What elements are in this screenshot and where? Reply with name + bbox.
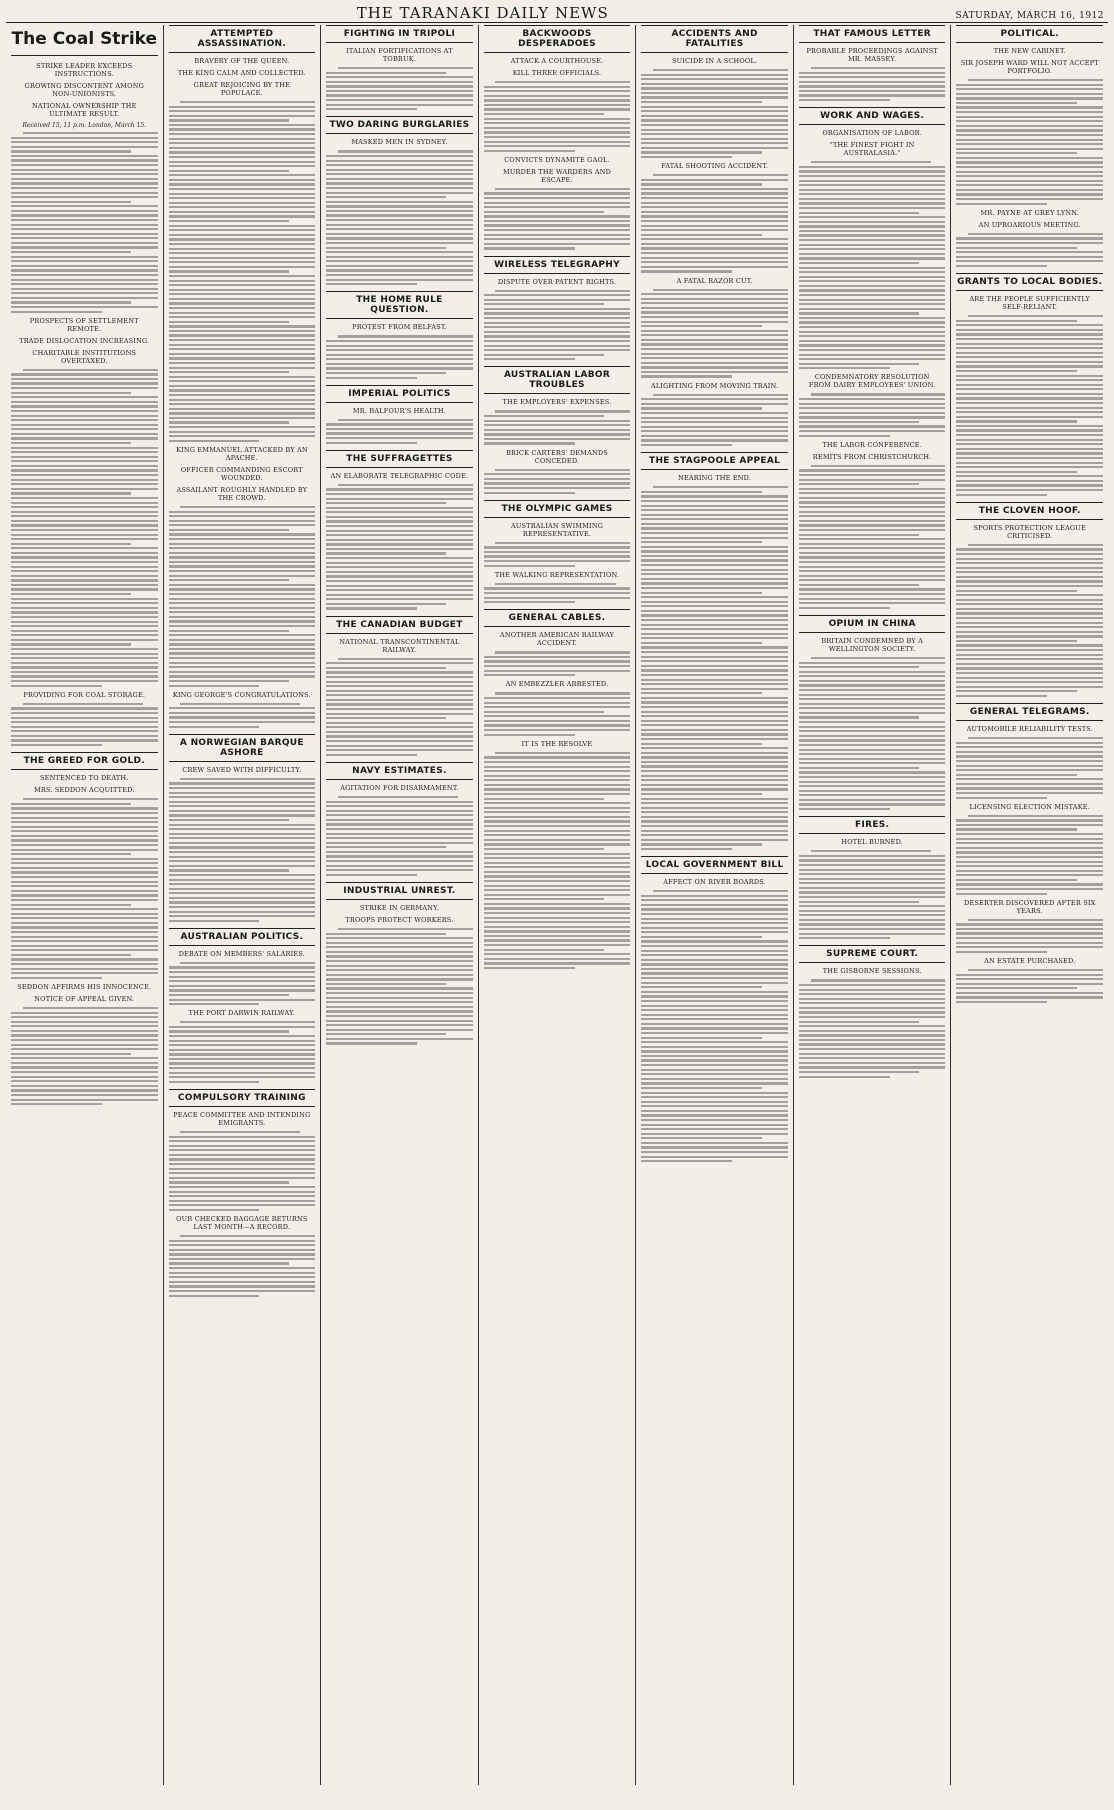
article-subheading: MASKED MEN IN SYDNEY. bbox=[351, 138, 448, 147]
article-body bbox=[169, 1021, 316, 1083]
article-body bbox=[799, 657, 946, 810]
article-headline: THAT FAMOUS LETTER bbox=[799, 25, 946, 43]
article-subheading: SUICIDE IN A SCHOOL. bbox=[671, 57, 758, 65]
article-headline: THE SUFFRAGETTES bbox=[326, 450, 473, 468]
article-subheading: BRICK CARTERS' DEMANDS CONCEDED. bbox=[506, 448, 608, 465]
article-subheading: CREW SAVED WITH DIFFICULTY. bbox=[182, 765, 302, 774]
article-subheading: BRAVERY OF THE QUEEN. bbox=[194, 57, 290, 65]
article-subheading: LICENSING ELECTION MISTAKE. bbox=[969, 802, 1090, 811]
article-body bbox=[484, 410, 631, 444]
article-body bbox=[484, 290, 631, 361]
column-1 bbox=[6, 25, 164, 1785]
article-subheading: A FATAL RAZOR CUT. bbox=[676, 276, 753, 285]
article-body bbox=[326, 335, 473, 378]
article-subheading: CONDEMNATORY RESOLUTION FROM DAIRY EMPLOYEES' UNION. bbox=[808, 373, 936, 390]
article-subheading: PROBABLE PROCEEDINGS AGAINST MR. MASSEY. bbox=[806, 47, 938, 63]
article-subheading: NATIONAL OWNERSHIP THE ULTIMATE RESULT. bbox=[31, 102, 137, 118]
article-subheading: ATTACK A COURTHOUSE. bbox=[510, 57, 604, 65]
article-subheading: KILL THREE OFFICIALS. bbox=[512, 69, 602, 77]
article-body bbox=[169, 962, 316, 1005]
article-subheading: STRIKE LEADER EXCEEDS INSTRUCTIONS. bbox=[36, 62, 133, 78]
article-body bbox=[169, 703, 316, 728]
column-3 bbox=[321, 25, 479, 1785]
article-body bbox=[641, 394, 788, 447]
masthead bbox=[6, 4, 1108, 23]
article-headline: SUPREME COURT. bbox=[799, 945, 946, 963]
article-body bbox=[169, 1131, 316, 1211]
article-subheading: "THE FINEST FIGHT IN AUSTRALASIA." bbox=[829, 141, 915, 158]
article-headline: THE CANADIAN BUDGET bbox=[326, 616, 473, 634]
article-subheading: AUTOMOBILE RELIABILITY TESTS. bbox=[966, 725, 1093, 734]
article-headline: NAVY ESTIMATES. bbox=[326, 762, 473, 780]
article-body bbox=[641, 69, 788, 158]
article-subheading: ALIGHTING FROM MOVING TRAIN. bbox=[650, 381, 779, 390]
article-subheading: ORGANISATION OF LABOR. bbox=[822, 129, 922, 138]
article-headline: OPIUM IN CHINA bbox=[799, 615, 946, 633]
article-subheading: NOTICE OF APPEAL GIVEN. bbox=[34, 994, 135, 1003]
article-body bbox=[326, 796, 473, 876]
article-body bbox=[956, 79, 1103, 205]
article-headline: AUSTRALIAN LABOR TROUBLES bbox=[484, 366, 631, 394]
article-headline: AUSTRALIAN POLITICS. bbox=[169, 928, 316, 946]
article-headline: FIRES. bbox=[799, 816, 946, 834]
article-body bbox=[484, 651, 631, 676]
article-body bbox=[326, 67, 473, 110]
article-body bbox=[799, 850, 946, 939]
article-body bbox=[169, 1235, 316, 1297]
article-headline: ACCIDENTS AND FATALITIES bbox=[641, 25, 788, 53]
article-subheading: AFFECT ON RIVER BOARDS. bbox=[663, 878, 766, 887]
article-body bbox=[326, 658, 473, 756]
article-subheading: THE LABOR CONFERENCE. bbox=[822, 440, 922, 449]
column-2 bbox=[164, 25, 322, 1785]
article-body bbox=[11, 132, 158, 313]
article-subheading: PEACE COMMITTEE AND INTENDING EMIGRANTS. bbox=[173, 1110, 311, 1127]
article-body bbox=[484, 188, 631, 250]
article-subheading: ANOTHER AMERICAN RAILWAY ACCIDENT. bbox=[499, 631, 615, 648]
article-subheading: PROVIDING FOR COAL STORAGE. bbox=[23, 690, 146, 699]
article-body bbox=[956, 969, 1103, 1003]
article-subheading: SEDDON AFFIRMS HIS INNOCENCE. bbox=[17, 982, 152, 991]
article-body bbox=[799, 393, 946, 436]
article-subheading: KING EMMANUEL ATTACKED BY AN APACHE. bbox=[176, 445, 308, 462]
article-subheading: SIR JOSEPH WARD WILL NOT ACCEPT PORTFOLIO. bbox=[960, 59, 1099, 75]
article-subheading: BRITAIN CONDEMNED BY A WELLINGTON SOCIETY. bbox=[821, 636, 924, 653]
article-subheading: AN EMBEZZLER ARRESTED. bbox=[505, 680, 609, 689]
article-subheading: DESERTER DISCOVERED AFTER SIX YEARS. bbox=[964, 898, 1096, 915]
column-7 bbox=[951, 25, 1108, 1785]
article-body bbox=[326, 484, 473, 610]
article-headline: WIRELESS TELEGRAPHY bbox=[484, 256, 631, 274]
lead-headline: The Coal Strike bbox=[11, 25, 158, 56]
article-subheading: NATIONAL TRANSCONTINENTAL RAILWAY. bbox=[339, 637, 460, 654]
article-body bbox=[11, 1007, 158, 1105]
article-body bbox=[799, 979, 946, 1077]
article-body bbox=[484, 692, 631, 735]
article-subheading: KING GEORGE'S CONGRATULATIONS. bbox=[172, 690, 311, 699]
article-headline: WORK AND WAGES. bbox=[799, 107, 946, 125]
article-body bbox=[169, 101, 316, 442]
article-headline: POLITICAL. bbox=[956, 25, 1103, 43]
article-subheading: STRIKE IN GERMANY. bbox=[359, 903, 440, 912]
article-headline: GENERAL TELEGRAMS. bbox=[956, 703, 1103, 721]
article-headline: THE OLYMPIC GAMES bbox=[484, 500, 631, 518]
article-body bbox=[169, 506, 316, 687]
article-subheading: MR. BALFOUR'S HEALTH. bbox=[352, 406, 447, 415]
article-subheading: THE EMPLOYERS' EXPENSES. bbox=[502, 398, 612, 407]
article-body bbox=[484, 542, 631, 567]
article-body bbox=[641, 890, 788, 1162]
article-subheading: MR. PAYNE AT GREY LYNN. bbox=[980, 208, 1079, 217]
article-headline: TWO DARING BURGLARIES bbox=[326, 116, 473, 134]
article-headline: ATTEMPTED ASSASSINATION. bbox=[169, 25, 316, 53]
article-subheading: PROSPECTS OF SETTLEMENT REMOTE. bbox=[29, 316, 139, 333]
article-subheading: AN ESTATE PURCHASED. bbox=[984, 956, 1076, 965]
article-subheading: AUSTRALIAN SWIMMING REPRESENTATIVE. bbox=[510, 521, 604, 538]
article-body bbox=[326, 150, 473, 285]
article-body bbox=[11, 798, 158, 979]
article-subheading: CHARITABLE INSTITUTIONS OVERTAXED. bbox=[32, 348, 137, 365]
article-headline: FIGHTING IN TRIPOLI bbox=[326, 25, 473, 43]
article-subheading: ARE THE PEOPLE SUFFICIENTLY SELF-RELIANT. bbox=[969, 295, 1091, 312]
article-body bbox=[641, 289, 788, 378]
article-subheading: OFFICER COMMANDING ESCORT WOUNDED. bbox=[180, 465, 303, 482]
article-body bbox=[484, 469, 631, 494]
article-body bbox=[956, 737, 1103, 799]
article-body bbox=[956, 815, 1103, 895]
article-body bbox=[956, 919, 1103, 953]
columns bbox=[6, 25, 1108, 1785]
article-subheading: TRADE DISLOCATION INCREASING. bbox=[19, 336, 150, 345]
article-subheading: ITALIAN FORTIFICATIONS AT TOBRUK. bbox=[346, 47, 453, 63]
issue-date: SATURDAY, MARCH 16, 1912 bbox=[955, 11, 1104, 21]
article-body bbox=[956, 233, 1103, 267]
article-subheading: THE PORT DARWIN RAILWAY. bbox=[188, 1009, 296, 1018]
article-body bbox=[956, 315, 1103, 496]
article-subheading: MRS. SEDDON ACQUITTED. bbox=[33, 786, 135, 795]
article-subheading: IT IS THE RESOLVE bbox=[521, 739, 593, 748]
article-subheading: THE KING CALM AND COLLECTED. bbox=[177, 69, 306, 77]
article-subheading: AN ELABORATE TELEGRAPHIC CODE. bbox=[330, 471, 469, 480]
article-headline: IMPERIAL POLITICS bbox=[326, 385, 473, 403]
article-body bbox=[799, 465, 946, 609]
article-subheading: SPORTS PROTECTION LEAGUE CRITICISED. bbox=[973, 523, 1086, 540]
dateline: Received 15, 11 p.m. London, March 15. bbox=[22, 122, 147, 129]
article-subheading: OUR CHECKED BAGGAGE RETURNS LAST MONTH—A RECORD. bbox=[176, 1215, 308, 1231]
article-body bbox=[484, 81, 631, 152]
article-headline: COMPULSORY TRAINING bbox=[169, 1089, 316, 1107]
column-6 bbox=[794, 25, 952, 1785]
article-subheading: NEARING THE END. bbox=[678, 474, 752, 483]
article-subheading: THE WALKING REPRESENTATION. bbox=[494, 570, 620, 579]
article-body bbox=[326, 419, 473, 444]
article-subheading: ASSAILANT ROUGHLY HANDLED BY THE CROWD. bbox=[176, 485, 308, 502]
article-subheading: CONVICTS DYNAMITE GAOL. bbox=[504, 155, 610, 164]
article-body bbox=[326, 928, 473, 1045]
article-subheading: THE NEW CABINET. bbox=[993, 47, 1066, 55]
article-subheading: AGITATION FOR DISARMAMENT. bbox=[340, 783, 459, 792]
article-subheading: MURDER THE WARDERS AND ESCAPE. bbox=[502, 167, 612, 184]
article-subheading: DISPUTE OVER PATENT RIGHTS. bbox=[497, 277, 617, 286]
column-5 bbox=[636, 25, 794, 1785]
article-body bbox=[169, 778, 316, 922]
article-subheading: REMITS FROM CHRISTCHURCH. bbox=[812, 452, 932, 461]
article-headline: GRANTS TO LOCAL BODIES. bbox=[956, 273, 1103, 291]
article-body bbox=[799, 161, 946, 369]
article-body bbox=[799, 67, 946, 101]
article-body bbox=[484, 752, 631, 969]
article-subheading: PROTEST FROM BELFAST. bbox=[352, 323, 447, 332]
article-subheading: AN UPROARIOUS MEETING. bbox=[978, 220, 1081, 229]
article-headline: INDUSTRIAL UNREST. bbox=[326, 882, 473, 900]
article-subheading: TROOPS PROTECT WORKERS. bbox=[345, 915, 454, 924]
article-subheading: DEBATE ON MEMBERS' SALARIES. bbox=[178, 949, 306, 958]
article-headline: THE STAGPOOLE APPEAL bbox=[641, 452, 788, 470]
article-headline: BACKWOODS DESPERADOES bbox=[484, 25, 631, 53]
article-subheading: HOTEL BURNED. bbox=[841, 838, 904, 847]
article-body bbox=[956, 544, 1103, 697]
article-headline: THE GREED FOR GOLD. bbox=[11, 752, 158, 770]
article-headline: LOCAL GOVERNMENT BILL bbox=[641, 856, 788, 874]
article-subheading: FATAL SHOOTING ACCIDENT. bbox=[661, 162, 769, 171]
article-body bbox=[641, 174, 788, 272]
article-body bbox=[11, 703, 158, 746]
article-subheading: THE GISBORNE SESSIONS. bbox=[822, 967, 922, 976]
article-body bbox=[641, 486, 788, 850]
article-subheading: SENTENCED TO DEATH. bbox=[40, 774, 129, 783]
column-4 bbox=[479, 25, 637, 1785]
article-headline: THE CLOVEN HOOF. bbox=[956, 502, 1103, 520]
article-headline: A NORWEGIAN BARQUE ASHORE bbox=[169, 734, 316, 762]
article-subheading: GROWING DISCONTENT AMONG NON-UNIONISTS. bbox=[24, 82, 144, 98]
article-body bbox=[484, 583, 631, 604]
newspaper-title: THE TARANAKI DAILY NEWS bbox=[356, 4, 609, 22]
article-subheading: GREAT REJOICING BY THE POPULACE. bbox=[193, 81, 291, 97]
article-headline: THE HOME RULE QUESTION. bbox=[326, 291, 473, 319]
article-headline: GENERAL CABLES. bbox=[484, 609, 631, 627]
article-body bbox=[11, 369, 158, 687]
